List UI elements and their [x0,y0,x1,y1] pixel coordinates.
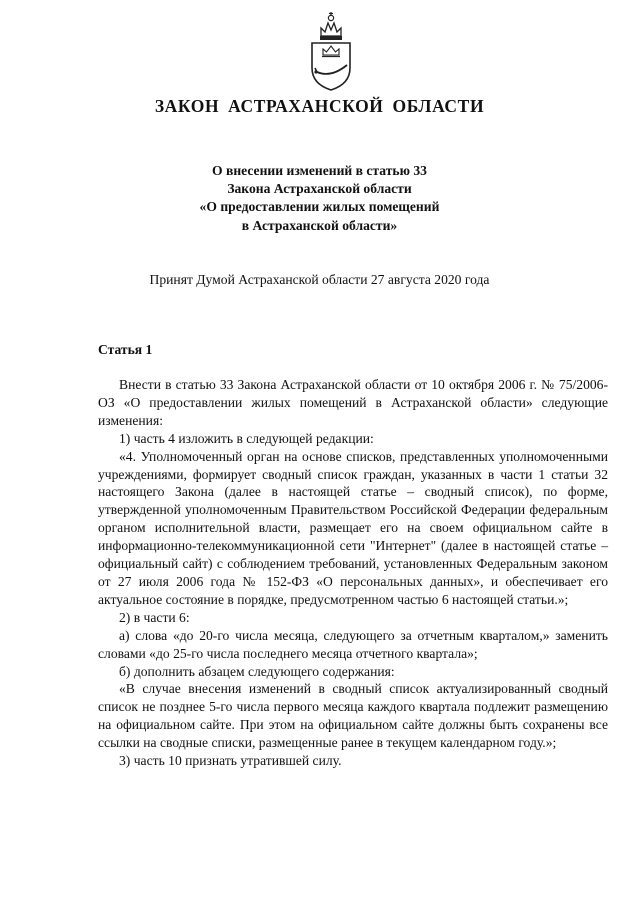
paragraph: 1) часть 4 изложить в следующей редакции: [119,430,374,446]
subject-line: в Астраханской области» [241,217,398,233]
paragraph: а) слова «до 20-го числа месяца, следующего за отчетным кварталом,» заменить словами «до 25-го числа последнего месяца отчетного квартала»; [98,627,608,661]
paragraph: «В случае внесения изменений в сводный список актуализированный сводный список не позднее 5-го числа первого месяца каждого квартала подлежит размещению на официальном сайте. При этом на официальном сайте должны быть сохранены все ссылки на сводные списки, размещенные ранее в текущем календарном году.»; [98,681,608,751]
subject-line: Закона Астраханской области [227,181,412,197]
paragraph: Внести в статью 33 Закона Астраханской области от 10 октября 2006 г. № 75/2006-ОЗ «О предоставлении жилых помещений в Астраханской области» следующие изменения: [98,377,608,428]
coat-of-arms-icon [305,10,357,92]
article-body [98,376,608,770]
paragraph: «4. Уполномоченный орган на основе списков, представленных уполномоченными учреждениями, формирует сводный список граждан, указанных в части 1 статьи 32 настоящего Закона (далее в настоящей статье – сводный список), по форме, утвержденной уполномоченным Правительством Российской Федерации федеральным органом исполнительной власти, размещает его на своем официальном сайте в информационно-телекоммуникационной сети "Интернет" (далее в настоящей статье – официальный сайт) с соблюдением требований, установленных Федеральным законом от 27 июля 2006 года № 152-ФЗ «О персональных данных», и обеспечивает его актуальное состояние в порядке, предусмотренном частью 6 настоящей статьи.»; [98,448,608,607]
law-subject [0,162,639,235]
article-heading: Статья 1 [98,342,153,357]
paragraph: 3) часть 10 признать утратившей силу. [119,753,342,769]
adoption-note: Принят Думой Астраханской области 27 августа 2020 года [149,272,490,287]
law-title: ЗАКОН АСТРАХАНСКОЙ ОБЛАСТИ [154,96,485,116]
subject-line: «О предоставлении жилых помещений [199,199,440,215]
paragraph: б) дополнить абзацем следующего содержания: [119,663,395,679]
subject-line: О внесении изменений в статью 33 [212,163,427,178]
paragraph: 2) в части 6: [119,609,190,625]
